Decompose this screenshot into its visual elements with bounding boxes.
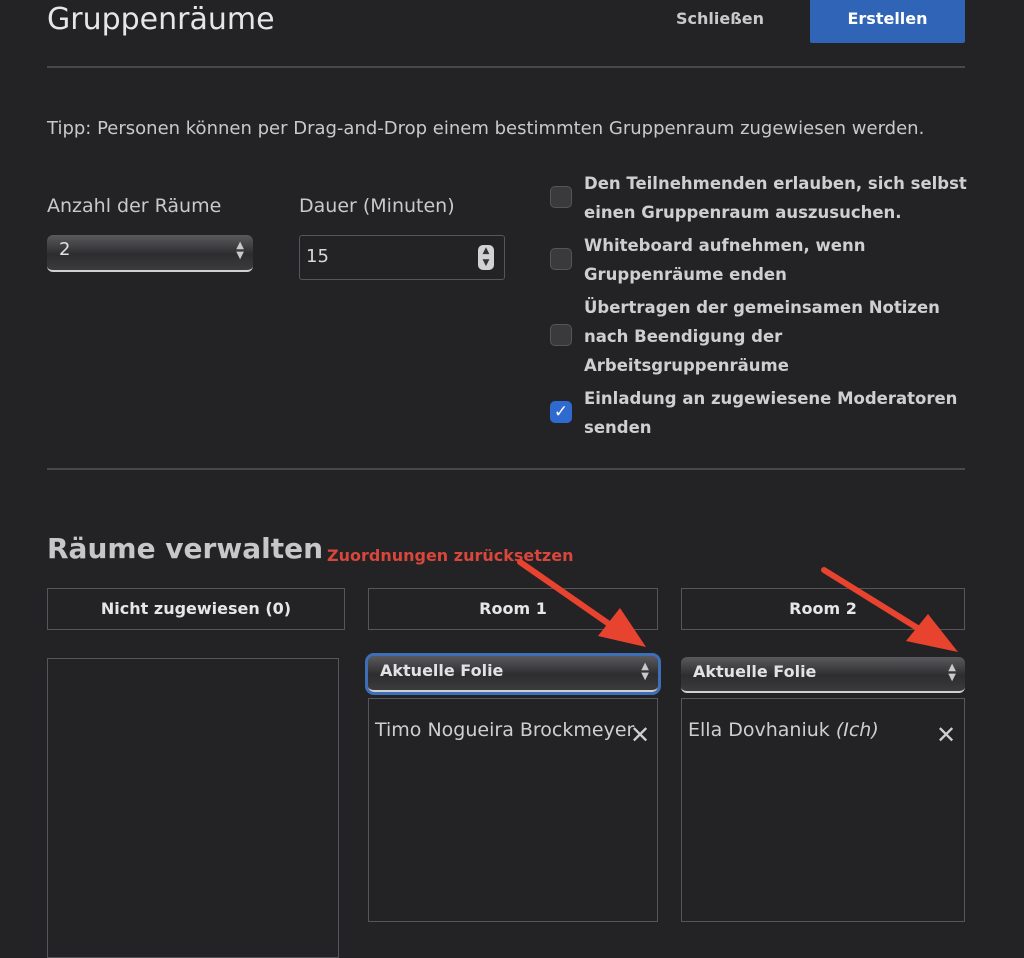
column-header-unassigned: Nicht zugewiesen (0) (47, 588, 345, 630)
create-button[interactable]: Erstellen (810, 0, 965, 43)
option-label: Einladung an zugewiesene Moderatoren (584, 389, 958, 408)
option-label: senden (584, 418, 652, 437)
remove-participant-icon[interactable]: ✕ (630, 721, 651, 749)
column-header-room-2: Room 2 (681, 588, 965, 630)
option-label: Gruppenräume enden (584, 265, 787, 284)
participant-name[interactable]: Ella Dovhaniuk (Ich) (688, 719, 879, 741)
reset-assignments-link[interactable]: Zuordnungen zurücksetzen (327, 546, 574, 565)
column-header-room-1: Room 1 (368, 588, 658, 630)
option-label: einen Gruppenraum auszusuchen. (584, 203, 902, 222)
remove-participant-icon[interactable]: ✕ (936, 721, 957, 749)
select-arrows-icon: ▲ ▼ (236, 240, 244, 261)
option-label: Übertragen der gemeinsamen Notizen (584, 298, 940, 317)
duration-value: 15 (306, 246, 329, 267)
participant-name[interactable]: Timo Nogueira Brockmeyer (375, 719, 635, 741)
rooms-count-label: Anzahl der Räume (47, 195, 222, 217)
annotation-arrow-room-2 (824, 570, 958, 652)
option-label: nach Beendigung der (584, 327, 783, 346)
select-arrows-icon: ▲ ▼ (948, 662, 956, 683)
option-label: Den Teilnehmenden erlauben, sich selbst (584, 174, 967, 193)
option-label: Whiteboard aufnehmen, wenn (584, 236, 866, 255)
check-icon: ✓ (553, 402, 569, 422)
rooms-count-value: 2 (59, 239, 71, 260)
presentation-value: Aktuelle Folie (380, 661, 504, 680)
manage-rooms-title: Räume verwalten (47, 532, 324, 565)
close-button[interactable]: Schließen (676, 9, 764, 28)
page-title: Gruppenräume (47, 2, 275, 37)
select-arrows-icon: ▲ ▼ (641, 661, 649, 682)
tip-text: Tipp: Personen können per Drag-and-Drop einem bestimmten Gruppenraum zugewiesen werden. (47, 118, 925, 139)
option-label: Arbeitsgruppenräume (584, 356, 789, 375)
number-spinner-icon[interactable]: ▲ ▼ (478, 245, 494, 270)
presentation-value: Aktuelle Folie (693, 662, 817, 681)
annotation-arrow-room-1 (520, 562, 646, 647)
duration-label: Dauer (Minuten) (299, 195, 455, 217)
self-tag: (Ich) (835, 719, 879, 741)
